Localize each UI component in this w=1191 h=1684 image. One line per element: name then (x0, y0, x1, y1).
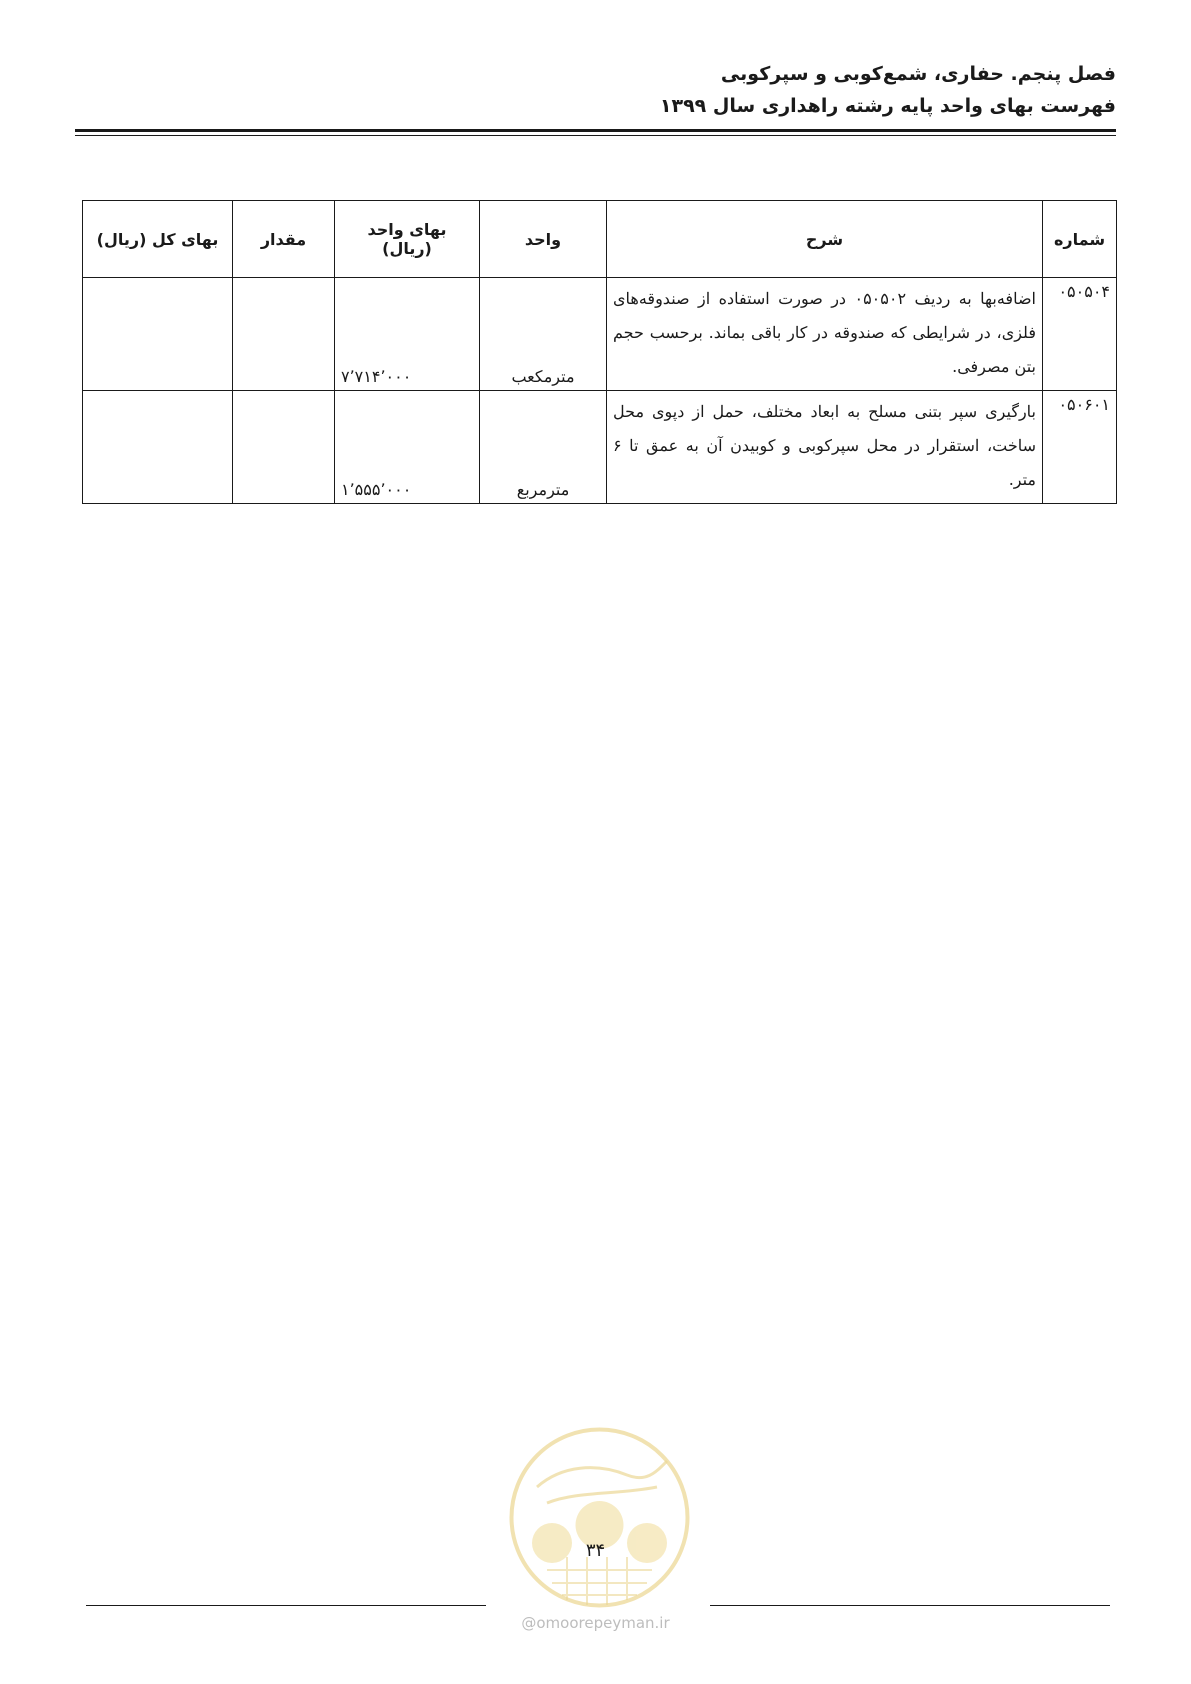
column-header-unit-price (335, 201, 480, 278)
header-rule-thick (75, 129, 1116, 132)
table-header-row (83, 201, 1117, 278)
cell-unit: مترمکعب (480, 278, 607, 391)
cell-number: ۰۵۰۵۰۴ (1043, 278, 1117, 391)
column-header-number: شماره (1043, 201, 1117, 278)
cell-unit-price: ۷٬۷۱۴٬۰۰۰ (335, 278, 480, 391)
table-row (83, 278, 1117, 391)
list-title: فهرست بهای واحد پایه رشته راهداری سال ۱۳۹۹ (659, 95, 1116, 117)
price-table (82, 200, 1117, 504)
column-header-unit: واحد (480, 201, 607, 278)
footer-rule-right (710, 1605, 1110, 1606)
cell-unit-price: ۱٬۵۵۵٬۰۰۰ (335, 391, 480, 504)
cell-total-price (83, 391, 233, 504)
table-row (83, 391, 1117, 504)
page-header (75, 58, 1116, 122)
watermark-calligraphy-stroke (537, 1461, 667, 1487)
watermark-calligraphy-stroke (547, 1487, 657, 1503)
cell-unit: مترمربع (480, 391, 607, 504)
column-header-total-price: بهای کل (ریال) (83, 201, 233, 278)
cell-total-price (83, 278, 233, 391)
header-rule-thin (75, 135, 1116, 136)
column-header-unit-price-line1: بهای واحد (367, 220, 447, 239)
cell-quantity (233, 278, 335, 391)
column-header-description: شرح (607, 201, 1043, 278)
page-number: ۳۴ (585, 1540, 606, 1561)
cell-description: اضافه‌بها به ردیف ۰۵۰۵۰۲ در صورت استفاده از صندوقه‌های فلزی، در شرایطی که صندوقه در کار باقی بماند. برحسب حجم بتن مصرفی. (607, 278, 1043, 391)
website-watermark: @omoorepeyman.ir (521, 1614, 670, 1632)
chapter-title: فصل پنجم. حفاری، شمع‌کوبی و سپرکوبی (720, 63, 1116, 85)
column-header-unit-price-line2: (ریال) (382, 239, 432, 258)
cell-number: ۰۵۰۶۰۱ (1043, 391, 1117, 504)
column-header-quantity: مقدار (233, 201, 335, 278)
cell-quantity (233, 391, 335, 504)
watermark-logo (507, 1425, 692, 1610)
cell-description: بارگیری سپر بتنی مسلح به ابعاد مختلف، حمل از دپوی محل ساخت، استقرار در محل سپرکوبی و کوبیدن آن به عمق تا ۶ متر. (607, 391, 1043, 504)
footer-rule-left (86, 1605, 486, 1606)
